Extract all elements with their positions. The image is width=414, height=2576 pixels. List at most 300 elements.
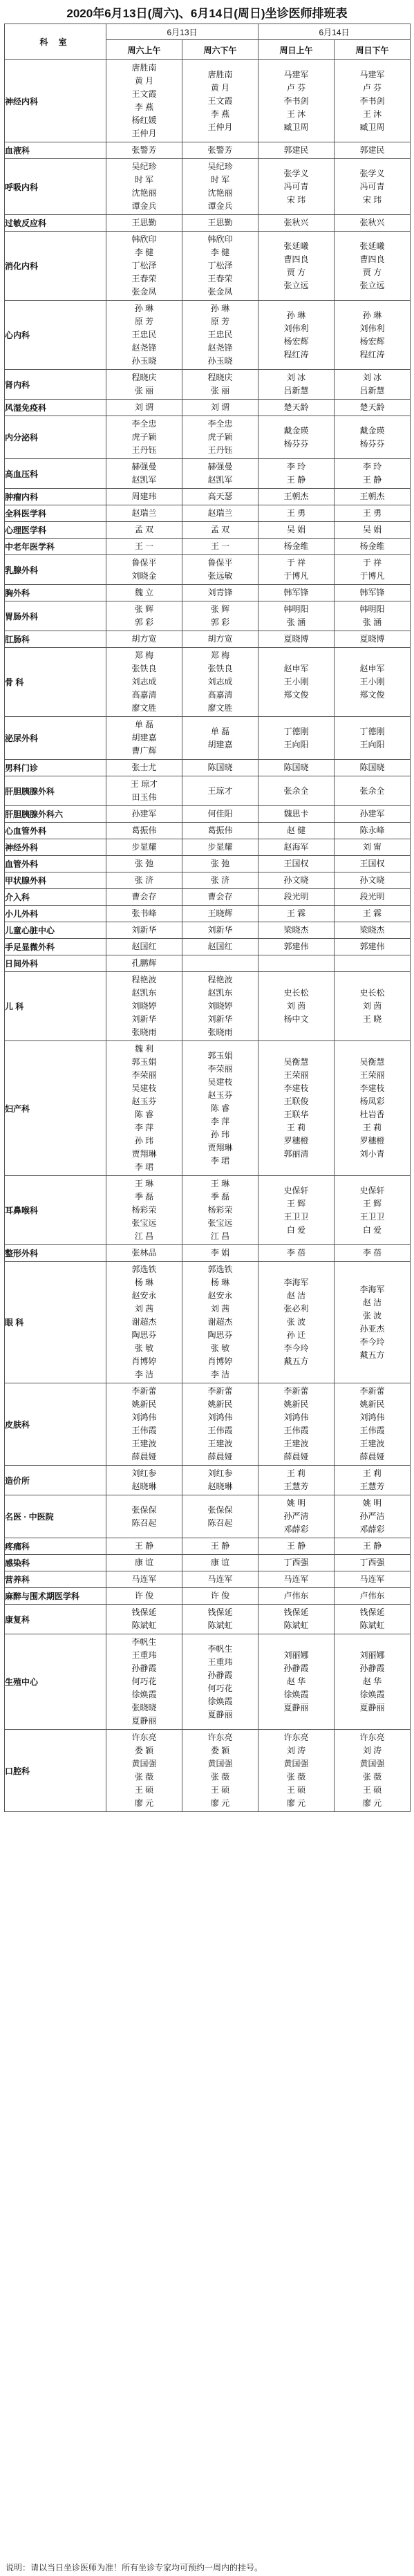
doctor-name: 李帆生 (207, 1643, 233, 1654)
doctor-cell (335, 142, 411, 159)
doctor-name: 王仲月 (131, 129, 157, 138)
doctor-name: 程艳波 (131, 975, 157, 984)
doctor-name: 杨 琳 (210, 1278, 230, 1287)
doctor-name: 王建波 (283, 1439, 309, 1448)
doctor-cell (258, 459, 335, 489)
doctor-name: 王 静 (362, 475, 382, 485)
doctor-cell (106, 1176, 182, 1245)
doctor-name: 赵晓琳 (207, 1482, 233, 1491)
doctor-cell (335, 1605, 411, 1634)
doctor-name: 刘鸿伟 (359, 1412, 385, 1422)
doctor-name: 王 琳 (134, 1179, 154, 1188)
doctor-cell (182, 459, 258, 489)
doctor-name: 高嘉清 (131, 690, 157, 700)
doctor-cell (258, 955, 335, 972)
doctor-name: 张余全 (283, 785, 309, 796)
doctor-name: 赵申军 (283, 664, 309, 673)
doctor-name: 郭丽清 (283, 1149, 309, 1159)
doctor-name: 史长松 (283, 988, 309, 998)
doctor-cell (335, 1466, 411, 1495)
doctor-name: 刘志成 (207, 677, 233, 687)
doctor-name: 李建枝 (283, 1083, 309, 1093)
doctor-cell (106, 489, 182, 505)
doctor-name: 李 玲 (362, 462, 382, 472)
doctor-name: 张立远 (359, 280, 385, 290)
dept-name: 儿童心脏中心 (5, 922, 106, 939)
doctor-name: 赵海军 (283, 842, 309, 852)
dept-name: 心内科 (5, 301, 106, 370)
doctor-name: 孙 玮 (134, 1136, 154, 1146)
doctor-name: 赵尧锋 (131, 343, 157, 353)
doctor-cell (335, 539, 411, 555)
session-header-sat-pm: 周六下午 (182, 40, 258, 60)
doctor-name: 刘 茵 (362, 1001, 382, 1011)
doctor-cell (182, 889, 258, 906)
doctor-name: 郑文俊 (359, 690, 385, 700)
doctor-name: 王向阳 (283, 739, 309, 749)
doctor-name: 李今玲 (359, 1336, 385, 1347)
doctor-cell (182, 400, 258, 416)
doctor-cell (182, 1730, 258, 1812)
doctor-cell (106, 1262, 182, 1383)
doctor-name: 郭建伟 (359, 942, 385, 951)
doctor-name: 许东亮 (359, 1733, 385, 1742)
doctor-name: 田玉伟 (131, 792, 157, 802)
doctor-cell (335, 1041, 411, 1176)
doctor-name: 赵晓琳 (131, 1482, 157, 1491)
doctor-name: 李帆生 (131, 1637, 157, 1647)
doctor-name: 韩欣印 (207, 234, 233, 244)
doctor-name: 臧卫周 (359, 122, 385, 132)
doctor-cell (258, 1634, 335, 1730)
schedule-row (5, 60, 411, 142)
doctor-name: 李 健 (210, 248, 230, 257)
doctor-cell (182, 585, 258, 601)
doctor-name: 高嘉清 (207, 690, 233, 700)
schedule-row (5, 539, 411, 555)
doctor-name: 孙静霞 (283, 1663, 309, 1673)
doctor-name: 张书峰 (131, 908, 157, 918)
doctor-name: 程晓庆 (207, 373, 233, 382)
doctor-cell (335, 776, 411, 806)
doctor-name: 刘晓金 (131, 571, 157, 581)
doctor-cell (335, 505, 411, 522)
doctor-cell (182, 370, 258, 400)
schedule-row (5, 1571, 411, 1588)
doctor-cell (106, 555, 182, 585)
schedule-row (5, 939, 411, 955)
doctor-name: 杜岩香 (359, 1110, 385, 1119)
doctor-name: 郑 梅 (210, 651, 230, 660)
schedule-row (5, 142, 411, 159)
doctor-cell (335, 939, 411, 955)
doctor-name: 刘鸿伟 (283, 1412, 309, 1422)
dept-name: 神经外科 (5, 839, 106, 856)
doctor-cell (335, 717, 411, 760)
doctor-cell (106, 955, 182, 972)
doctor-name: 王卫卫 (359, 1211, 385, 1222)
dept-name: 胃肠外科 (5, 601, 106, 631)
doctor-name: 李全忠 (207, 419, 233, 429)
doctor-name: 薛晨娅 (131, 1452, 157, 1462)
dept-name: 耳鼻喉科 (5, 1176, 106, 1245)
doctor-name: 刘丽娜 (359, 1650, 385, 1660)
doctor-name: 王 莉 (286, 1123, 306, 1132)
doctor-cell (106, 1571, 182, 1588)
schedule-row (5, 585, 411, 601)
doctor-cell (258, 370, 335, 400)
doctor-name: 王琼才 (207, 785, 233, 796)
schedule-row (5, 1383, 411, 1466)
doctor-name: 李今玲 (283, 1343, 309, 1353)
doctor-name: 步显耀 (207, 842, 233, 852)
doctor-cell (335, 922, 411, 939)
doctor-name: 谢超杰 (131, 1317, 157, 1327)
doctor-name: 陈召起 (131, 1518, 157, 1528)
doctor-name: 许东亮 (207, 1733, 233, 1742)
doctor-cell (182, 1466, 258, 1495)
doctor-cell (258, 823, 335, 839)
doctor-name: 邓薛彩 (283, 1524, 309, 1534)
dept-name: 疼痛科 (5, 1538, 106, 1555)
doctor-name: 王国权 (359, 859, 385, 868)
doctor-cell (258, 648, 335, 717)
doctor-name: 曹广辉 (131, 746, 157, 756)
doctor-name: 赵 华 (362, 1677, 382, 1686)
doctor-name: 原 芳 (134, 317, 154, 326)
doctor-cell (106, 159, 182, 215)
doctor-cell (258, 1588, 335, 1605)
doctor-name: 吴衡慧 (359, 1057, 385, 1067)
doctor-cell (258, 555, 335, 585)
doctor-name: 李海军 (283, 1278, 309, 1287)
doctor-cell (106, 539, 182, 555)
doctor-cell (258, 505, 335, 522)
doctor-name: 赫强曼 (207, 462, 233, 472)
doctor-name: 陈 睿 (134, 1110, 154, 1119)
doctor-name: 钱保延 (283, 1607, 309, 1617)
doctor-name: 王伟霞 (359, 1426, 385, 1435)
doctor-name: 肖博婷 (131, 1356, 157, 1366)
doctor-name: 李 洁 (210, 1370, 230, 1379)
doctor-name: 戴金瑛 (359, 425, 385, 436)
doctor-name: 白 爱 (362, 1224, 382, 1235)
session-header-sun-pm: 周日下午 (335, 40, 411, 60)
dept-name: 皮肤科 (5, 1383, 106, 1466)
dept-name: 血液科 (5, 142, 106, 159)
doctor-name: 江 昌 (210, 1231, 230, 1241)
doctor-name: 沈艳丽 (207, 188, 233, 198)
doctor-cell (182, 631, 258, 648)
doctor-name: 陈召起 (207, 1518, 233, 1528)
doctor-name: 李 珺 (210, 1155, 230, 1166)
doctor-cell (258, 806, 335, 823)
doctor-name: 王伟霞 (131, 1426, 157, 1435)
doctor-cell (182, 1605, 258, 1634)
doctor-name: 何巧花 (207, 1683, 233, 1693)
doctor-name: 王卫卫 (283, 1211, 309, 1222)
doctor-cell (106, 370, 182, 400)
dept-name: 胸外科 (5, 585, 106, 601)
doctor-name: 丁德刚 (283, 726, 309, 736)
doctor-name: 刘新华 (131, 925, 157, 935)
doctor-name: 王 硕 (362, 1785, 382, 1795)
doctor-name: 刘 冰 (362, 373, 382, 382)
dept-name: 肝胆胰腺外科 (5, 776, 106, 806)
doctor-name: 李荣丽 (207, 1063, 233, 1074)
doctor-name: 李新蕾 (283, 1386, 309, 1396)
doctor-cell (106, 856, 182, 872)
doctor-name: 张晓雨 (131, 1027, 157, 1037)
doctor-name: 陶思芬 (131, 1330, 157, 1340)
doctor-cell (182, 142, 258, 159)
doctor-name: 孙 琳 (286, 310, 306, 320)
doctor-name: 赵 洁 (286, 1291, 306, 1300)
doctor-name: 王 勇 (362, 508, 382, 518)
doctor-name: 薛晨娅 (359, 1452, 385, 1462)
doctor-name: 冯可青 (283, 181, 309, 192)
doctor-name: 王文霞 (207, 95, 233, 106)
dept-name: 感染科 (5, 1555, 106, 1571)
doctor-name: 王 静 (210, 1541, 230, 1551)
doctor-name: 刘志成 (131, 677, 157, 687)
doctor-cell (106, 939, 182, 955)
schedule-row (5, 955, 411, 972)
doctor-name: 张 弛 (134, 859, 154, 868)
doctor-name: 娄 颖 (134, 1746, 154, 1755)
doctor-name: 廖文胜 (207, 703, 233, 713)
doctor-cell (258, 400, 335, 416)
schedule-row (5, 301, 411, 370)
doctor-cell (335, 1634, 411, 1730)
doctor-name: 孙静霞 (207, 1670, 233, 1680)
doctor-cell (182, 939, 258, 955)
doctor-cell (258, 1176, 335, 1245)
doctor-name: 卢伟东 (359, 1591, 385, 1600)
dept-name: 肛肠科 (5, 631, 106, 648)
doctor-name: 鲁保平 (131, 558, 157, 568)
doctor-name: 丁西强 (359, 1558, 385, 1567)
doctor-name: 刘 甯 (362, 842, 382, 852)
doctor-name: 王 静 (362, 1541, 382, 1551)
doctor-cell (335, 972, 411, 1041)
doctor-name: 夏晓博 (283, 634, 309, 644)
doctor-cell (335, 1383, 411, 1466)
footer-note: 说明：请以当日坐诊医师为准！所有坐诊专家均可预约一周内的挂号。 (6, 2563, 263, 2573)
doctor-name: 廖 元 (362, 1798, 382, 1808)
doctor-name: 李海军 (359, 1284, 385, 1294)
schedule-row (5, 823, 411, 839)
schedule-row (5, 1041, 411, 1176)
dept-name: 眼 科 (5, 1262, 106, 1383)
doctor-name: 胡建嘉 (131, 733, 157, 743)
doctor-name: 于 祥 (286, 558, 306, 568)
doctor-cell (335, 1176, 411, 1245)
doctor-name: 谢超杰 (207, 1317, 233, 1327)
doctor-cell (106, 972, 182, 1041)
doctor-cell (106, 717, 182, 760)
doctor-name: 孙建军 (131, 809, 157, 819)
doctor-name: 魏 立 (134, 588, 154, 597)
doctor-cell (106, 400, 182, 416)
doctor-cell (335, 906, 411, 922)
schedule-row (5, 1730, 411, 1812)
doctor-name: 于博凡 (283, 571, 309, 581)
doctor-cell (106, 1041, 182, 1176)
doctor-cell (335, 1495, 411, 1538)
doctor-name: 陈国晓 (207, 763, 233, 772)
doctor-name: 卢伟东 (283, 1591, 309, 1600)
doctor-cell (106, 823, 182, 839)
doctor-cell (182, 1538, 258, 1555)
doctor-name: 黄 月 (134, 76, 154, 86)
doctor-name: 赵申军 (359, 664, 385, 673)
doctor-cell (182, 872, 258, 889)
doctor-name: 陈斌虹 (283, 1621, 309, 1630)
header-row-dates (5, 24, 411, 40)
doctor-cell (335, 215, 411, 232)
dept-name: 神经内科 (5, 60, 106, 142)
doctor-name: 王 硕 (210, 1785, 230, 1795)
doctor-name: 王朝杰 (359, 492, 385, 501)
date-header-sun: 6月14日 (258, 24, 411, 40)
doctor-cell (106, 776, 182, 806)
doctor-name: 李新蕾 (359, 1386, 385, 1396)
doctor-name: 王 莉 (362, 1468, 382, 1478)
doctor-name: 杨 琳 (134, 1278, 154, 1287)
doctor-cell (106, 1555, 182, 1571)
doctor-name: 王 硕 (286, 1785, 306, 1795)
doctor-name: 葛振伟 (207, 825, 233, 835)
doctor-name: 郭建民 (283, 145, 309, 155)
doctor-name: 黄国强 (283, 1759, 309, 1768)
doctor-cell (258, 1041, 335, 1176)
doctor-cell (258, 1466, 335, 1495)
doctor-name: 吕新慧 (283, 386, 309, 395)
doctor-name: 高天瑟 (207, 492, 233, 501)
doctor-name: 夏静丽 (131, 1716, 157, 1726)
doctor-name: 曹会存 (207, 892, 233, 902)
schedule-row (5, 1176, 411, 1245)
doctor-cell (182, 1588, 258, 1605)
doctor-name: 刘小青 (359, 1149, 385, 1159)
doctor-cell (258, 839, 335, 856)
doctor-cell (258, 856, 335, 872)
doctor-name: 臧卫周 (283, 122, 309, 132)
doctor-cell (106, 1245, 182, 1262)
doctor-name: 刘新华 (131, 1014, 157, 1024)
doctor-cell (258, 760, 335, 776)
doctor-name: 刘鸿伟 (207, 1412, 233, 1422)
doctor-name: 史长松 (359, 988, 385, 998)
doctor-name: 康 谊 (210, 1558, 230, 1567)
doctor-cell (258, 232, 335, 301)
doctor-name: 张 丽 (210, 386, 230, 395)
dept-name: 生殖中心 (5, 1634, 106, 1730)
dept-name: 整形外科 (5, 1245, 106, 1262)
doctor-cell (106, 1495, 182, 1538)
schedule-row (5, 760, 411, 776)
doctor-name: 韩欣印 (131, 234, 157, 244)
doctor-name: 赵 洁 (362, 1297, 382, 1307)
doctor-name: 赵国红 (131, 942, 157, 951)
doctor-cell (335, 856, 411, 872)
doctor-cell (182, 416, 258, 459)
doctor-name: 张秋兴 (359, 218, 385, 227)
session-header-sun-am: 周日上午 (258, 40, 335, 60)
doctor-cell (258, 717, 335, 760)
doctor-name: 李 蓓 (362, 1248, 382, 1258)
doctor-name: 张 济 (210, 875, 230, 885)
doctor-cell (258, 922, 335, 939)
doctor-cell (335, 1538, 411, 1555)
dept-name: 介入科 (5, 889, 106, 906)
doctor-cell (182, 215, 258, 232)
doctor-name: 邓薛彩 (359, 1524, 385, 1534)
doctor-name: 孟 双 (210, 525, 230, 534)
doctor-name: 张延曦 (283, 241, 309, 251)
doctor-name: 王向阳 (359, 739, 385, 749)
doctor-cell (335, 955, 411, 972)
doctor-name: 杨宏辉 (359, 336, 385, 346)
doctor-name: 梁晓杰 (283, 925, 309, 935)
doctor-name: 赫强曼 (131, 462, 157, 472)
doctor-name: 王重玮 (131, 1650, 157, 1660)
doctor-cell (335, 1555, 411, 1571)
doctor-name: 程艳波 (207, 975, 233, 984)
doctor-name: 薛晨娅 (283, 1452, 309, 1462)
doctor-name: 刘丽娜 (283, 1650, 309, 1660)
doctor-name: 吴衡慧 (283, 1057, 309, 1067)
doctor-name: 张警芳 (207, 145, 233, 155)
doctor-name: 沈艳丽 (131, 188, 157, 198)
doctor-cell (182, 1262, 258, 1383)
doctor-name: 程红涛 (283, 349, 309, 360)
doctor-name: 姚新民 (283, 1399, 309, 1409)
doctor-cell (182, 1245, 258, 1262)
doctor-cell (258, 601, 335, 631)
doctor-name: 葛振伟 (131, 825, 157, 835)
doctor-name: 孙建军 (359, 809, 385, 819)
doctor-name: 曹会存 (131, 892, 157, 902)
doctor-name: 马建军 (359, 69, 385, 80)
dept-name: 肿瘤内科 (5, 489, 106, 505)
schedule-row (5, 215, 411, 232)
doctor-name: 刘晓婷 (131, 1001, 157, 1011)
doctor-name: 王重玮 (207, 1656, 233, 1667)
doctor-name: 王建波 (131, 1439, 157, 1448)
doctor-name: 张余全 (359, 785, 385, 796)
page-title: 2020年6月13日(周六)、6月14日(周日)坐诊医师排班表 (66, 7, 348, 20)
doctor-cell (182, 1383, 258, 1466)
schedule-row (5, 459, 411, 489)
doctor-name: 王国权 (283, 859, 309, 868)
doctor-name: 罗穗橙 (359, 1136, 385, 1146)
doctor-name: 张 波 (286, 1317, 306, 1327)
doctor-name: 黄国强 (359, 1759, 385, 1768)
doctor-cell (258, 1571, 335, 1588)
doctor-cell (182, 505, 258, 522)
doctor-cell (335, 889, 411, 906)
doctor-name: 张金凤 (207, 287, 233, 297)
doctor-name: 张铁良 (131, 664, 157, 673)
doctor-name: 杨芬芬 (359, 438, 385, 449)
doctor-name: 孙文晓 (283, 875, 309, 885)
doctor-name: 赵国红 (207, 942, 233, 951)
doctor-name: 唐胜南 (207, 69, 233, 80)
doctor-cell (335, 400, 411, 416)
doctor-cell (106, 631, 182, 648)
